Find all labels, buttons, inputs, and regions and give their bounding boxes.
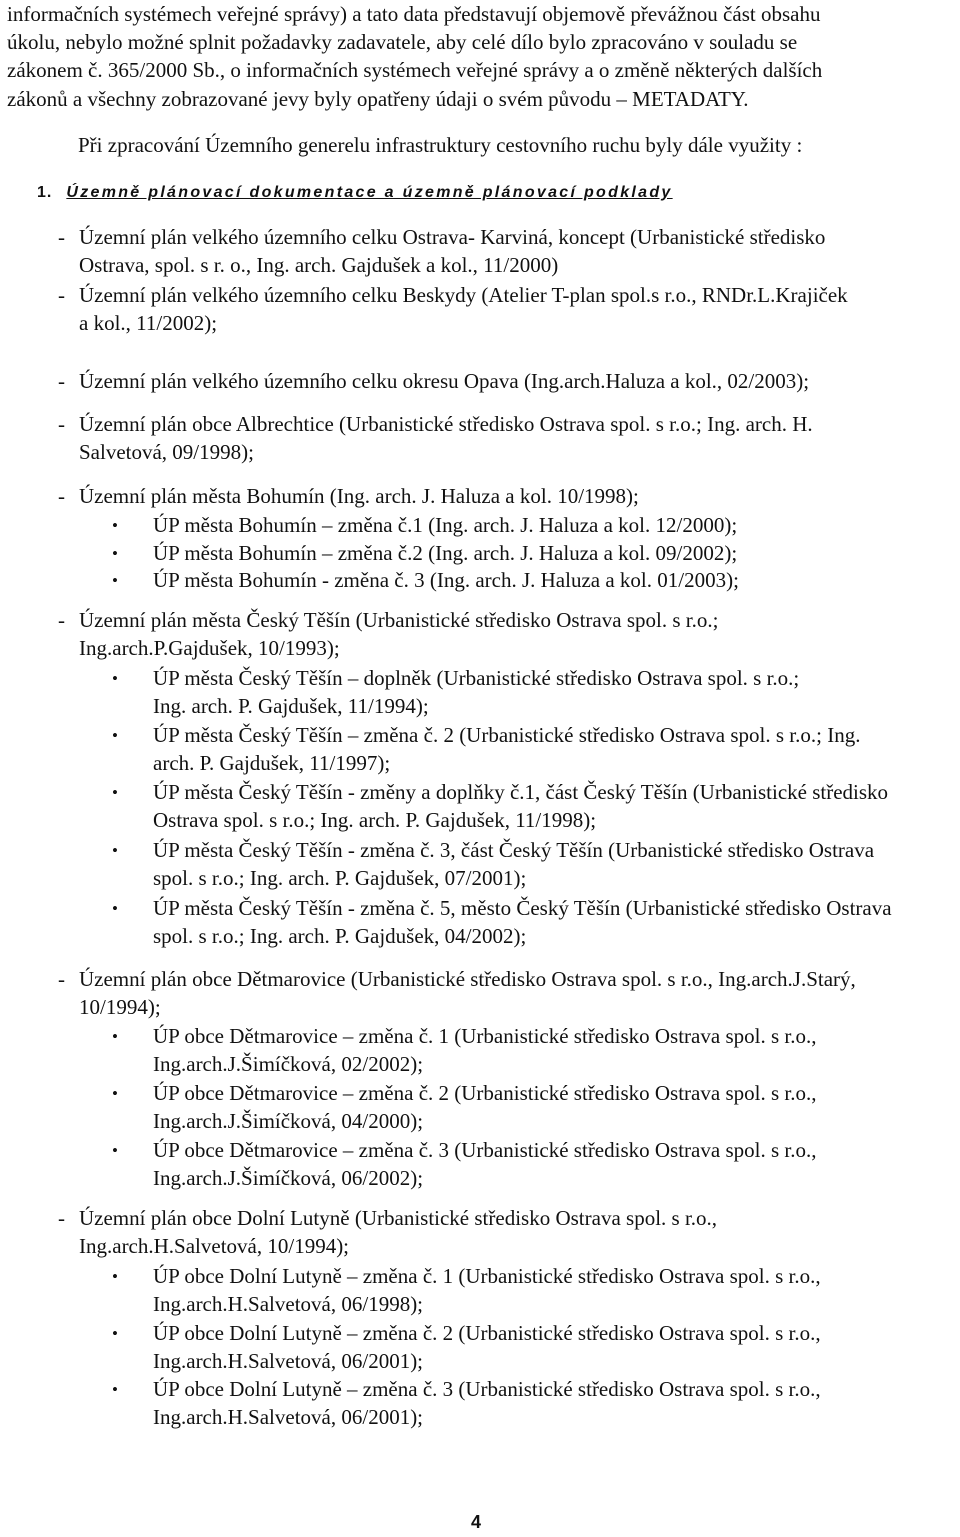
sub-entry-text-line: ÚP města Bohumín – změna č.2 (Ing. arch. J. Haluza a kol. 09/2002); xyxy=(153,541,738,565)
sub-entry-text-line: ÚP obce Dolní Lutyně – změna č. 3 (Urbanistické středisko Ostrava spol. s r.o., xyxy=(153,1377,821,1401)
sub-entry-text-line: ÚP obce Dětmarovice – změna č. 3 (Urbanistické středisko Ostrava spol. s r.o., xyxy=(153,1138,817,1162)
entry-text-line: Územní plán velkého územního celku okresu Opava (Ing.arch.Haluza a kol., 02/2003); xyxy=(79,369,810,393)
sub-entry-text-line: arch. P. Gajdušek, 11/1997); xyxy=(153,751,391,775)
bullet-icon: • xyxy=(112,1380,118,1399)
entry-text-line: Ing.arch.P.Gajdušek, 10/1993); xyxy=(79,636,340,660)
intro-line: zákonem č. 365/2000 Sb., o informačních systémech veřejné správy a o změně některých dalších xyxy=(7,58,823,82)
intro-line: informačních systémech veřejné správy) a tato data představují objemově převážnou část obsahu xyxy=(7,2,821,26)
sub-entry-text-line: Ing.arch.H.Salvetová, 06/2001); xyxy=(153,1405,424,1429)
sub-entry-text-line: ÚP města Český Těšín – změna č. 2 (Urbanistické středisko Ostrava spol. s r.o.; Ing. xyxy=(153,723,861,747)
entry-text-line: Ing.arch.H.Salvetová, 10/1994); xyxy=(79,1234,350,1258)
sub-entry-text-line: ÚP města Bohumín – změna č.1 (Ing. arch. J. Haluza a kol. 12/2000); xyxy=(153,513,738,537)
sub-entry-text-line: ÚP města Český Těšín - změna č. 3, část Český Těšín (Urbanistické středisko Ostrava xyxy=(153,838,875,862)
bullet-icon: • xyxy=(112,571,118,590)
sub-entry-text-line: Ing.arch.J.Šimíčková, 02/2002); xyxy=(153,1052,424,1076)
sub-entry-text-line: Ing.arch.J.Šimíčková, 06/2002); xyxy=(153,1166,424,1190)
sub-entry-text-line: Ing.arch.H.Salvetová, 06/2001); xyxy=(153,1349,424,1373)
sub-entry-text-line: ÚP města Český Těšín - změna č. 5, město Český Těšín (Urbanistické středisko Ostrava xyxy=(153,896,892,920)
intro-line: úkolu, nebylo možné splnit požadavky zadavatele, aby celé dílo bylo zpracováno v souladu se xyxy=(7,30,798,54)
entry-text-line: Salvetová, 09/1998); xyxy=(79,440,254,464)
section-heading xyxy=(37,184,673,202)
entry-text-line: 10/1994); xyxy=(79,995,161,1019)
bullet-icon: • xyxy=(112,899,118,918)
bullet-icon: • xyxy=(112,726,118,745)
sub-entry-text-line: spol. s r.o.; Ing. arch. P. Gajdušek, 07/2001); xyxy=(153,866,527,890)
entry-text-line: Ostrava, spol. s r. o., Ing. arch. Gajdušek a kol., 11/2000) xyxy=(79,253,559,277)
dash-marker: - xyxy=(58,369,65,393)
intro-line: zákonů a všechny zobrazované jevy byly opatřeny údaji o svém původu – METADATY. xyxy=(7,87,749,111)
bullet-icon: • xyxy=(112,516,118,535)
entry-text-line: Územní plán obce Dětmarovice (Urbanistické středisko Ostrava spol. s r.o., Ing.arch.J.Starý, xyxy=(79,967,856,991)
dash-marker: - xyxy=(58,608,65,632)
sub-entry-text-line: ÚP obce Dolní Lutyně – změna č. 2 (Urbanistické středisko Ostrava spol. s r.o., xyxy=(153,1321,821,1345)
dash-marker: - xyxy=(58,1206,65,1230)
sub-entry-text-line: Ostrava spol. s r.o.; Ing. arch. P. Gajdušek, 11/1998); xyxy=(153,808,597,832)
entry-text-line: Územní plán města Bohumín (Ing. arch. J. Haluza a kol. 10/1998); xyxy=(79,484,639,508)
dash-marker: - xyxy=(58,225,65,249)
bullet-icon: • xyxy=(112,1141,118,1160)
dash-marker: - xyxy=(58,283,65,307)
page-number: 4 xyxy=(471,1512,482,1532)
entry-text-line: Územní plán obce Albrechtice (Urbanistické středisko Ostrava spol. s r.o.; Ing. arch. H. xyxy=(79,412,813,436)
sub-entry-text-line: ÚP města Český Těšín - změny a doplňky č.1, část Český Těšín (Urbanistické středisko xyxy=(153,780,889,804)
entry-text-line: Územní plán velkého územního celku Ostrava- Karviná, koncept (Urbanistické středisko xyxy=(79,225,826,249)
dash-marker: - xyxy=(58,484,65,508)
bullet-icon: • xyxy=(112,544,118,563)
dash-marker: - xyxy=(58,412,65,436)
bullet-icon: • xyxy=(112,783,118,802)
sub-entry-text-line: Ing. arch. P. Gajdušek, 11/1994); xyxy=(153,694,429,718)
bullet-icon: • xyxy=(112,1324,118,1343)
bullet-icon: • xyxy=(112,841,118,860)
sub-entry-text-line: ÚP obce Dětmarovice – změna č. 1 (Urbanistické středisko Ostrava spol. s r.o., xyxy=(153,1024,817,1048)
entry-text-line: a kol., 11/2002); xyxy=(79,311,218,335)
entry-text-line: Územní plán města Český Těšín (Urbanistické středisko Ostrava spol. s r.o.; xyxy=(79,608,719,632)
intro-paragraph: Při zpracování Územního generelu infrastruktury cestovního ruchu byly dále využity : xyxy=(78,133,803,157)
sub-entry-text-line: Ing.arch.H.Salvetová, 06/1998); xyxy=(153,1292,424,1316)
bullet-icon: • xyxy=(112,1027,118,1046)
sub-entry-text-line: spol. s r.o.; Ing. arch. P. Gajdušek, 04/2002); xyxy=(153,924,527,948)
section-number: 1. xyxy=(37,184,53,201)
sub-entry-text-line: ÚP města Bohumín - změna č. 3 (Ing. arch. J. Haluza a kol. 01/2003); xyxy=(153,568,739,592)
entry-text-line: Územní plán velkého územního celku Beskydy (Atelier T-plan spol.s r.o., RNDr.L.Krajiček xyxy=(79,283,848,307)
sub-entry-text-line: ÚP obce Dětmarovice – změna č. 2 (Urbanistické středisko Ostrava spol. s r.o., xyxy=(153,1081,817,1105)
sub-entry-text-line: ÚP obce Dolní Lutyně – změna č. 1 (Urbanistické středisko Ostrava spol. s r.o., xyxy=(153,1264,821,1288)
sub-entry-text-line: Ing.arch.J.Šimíčková, 04/2000); xyxy=(153,1109,424,1133)
bullet-icon: • xyxy=(112,669,118,688)
sub-entry-text-line: ÚP města Český Těšín – doplněk (Urbanistické středisko Ostrava spol. s r.o.; xyxy=(153,666,800,690)
dash-marker: - xyxy=(58,967,65,991)
bullet-icon: • xyxy=(112,1267,118,1286)
bullet-icon: • xyxy=(112,1084,118,1103)
section-title: Územně plánovací dokumentace a územně plánovací podklady xyxy=(66,184,673,201)
entry-text-line: Územní plán obce Dolní Lutyně (Urbanistické středisko Ostrava spol. s r.o., xyxy=(79,1206,718,1230)
